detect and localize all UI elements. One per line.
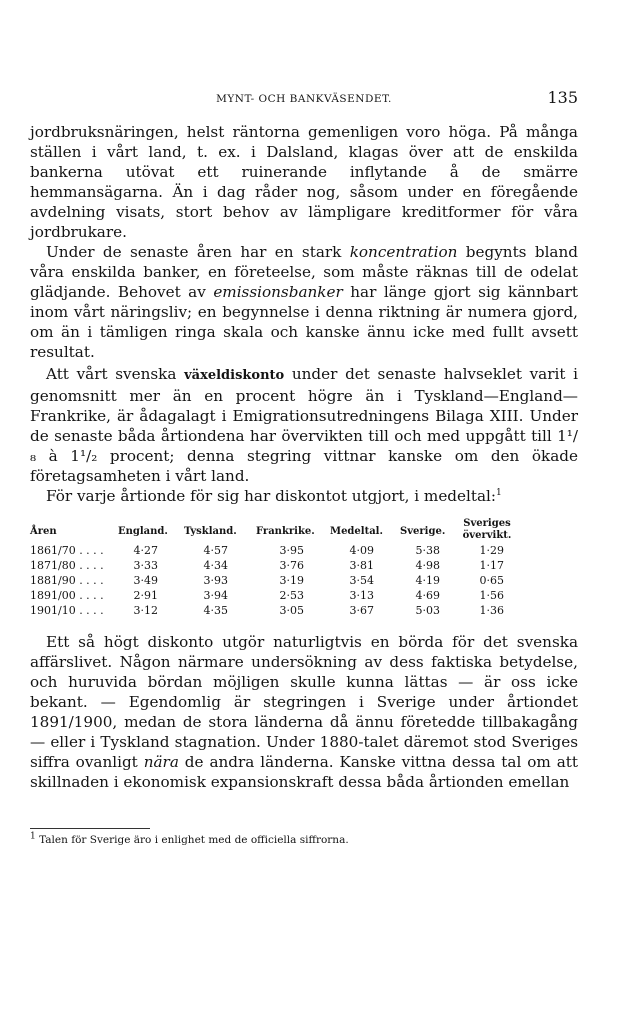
text-span: procent; denna stegring vittnar kanske om den ökade företagsamheten i vårt land. [30, 447, 579, 485]
paragraph-4 [30, 486, 578, 506]
cell-england: 4·27 [133, 544, 158, 557]
column-header-england: England. [118, 526, 168, 537]
cell-tyskland: 4·34 [203, 559, 228, 572]
text-span: de andra länderna. Kanske vittna dessa tal om att skillnaden i ekonomisk expansionskraft dessa båda årtionden emellan [30, 753, 578, 791]
column-header-medeltal: Medeltal. [330, 526, 383, 537]
cell-overvikt: 1·29 [479, 544, 504, 557]
paragraph-2 [30, 242, 578, 362]
cell-tyskland: 3·93 [203, 574, 228, 587]
paragraph-3 [30, 364, 578, 486]
cell-frankrike: 2·53 [279, 589, 304, 602]
discount-table [30, 518, 578, 619]
cell-medeltal: 3·13 [349, 589, 374, 602]
paragraph-1: jordbruksnäringen, helst räntorna gemenligen voro höga. På många ställen i vårt land, t. ex. i Dalsland, klagas över att de enskilda bankerna utövat ett ruinerande inflytande å de smärre hemmansägarna. Än i dag råder nog, såsom under en föregående avdelning visats, stort behov av lämpligare kreditformer för våra jordbrukare. [30, 123, 578, 241]
footnote-reference: 1 [496, 487, 502, 498]
cell-overvikt: 1·56 [479, 589, 504, 602]
text-span: Under de senaste åren har en stark [46, 243, 350, 261]
footnote-rule [30, 828, 150, 829]
table-row [30, 574, 578, 589]
cell-england: 3·33 [133, 559, 158, 572]
text-span: à 1 [36, 447, 80, 465]
cell-frankrike: 3·05 [279, 604, 304, 617]
text-span: begynts bland våra enskilda banker, en företeelse, som måste räknas till de odelat glädjande. Behovet av [30, 243, 578, 301]
cell-england: 3·49 [133, 574, 158, 587]
fraction-2: ¹/₂ [79, 447, 98, 465]
cell-tyskland: 4·35 [203, 604, 228, 617]
cell-medeltal: 4·09 [349, 544, 374, 557]
cell-overvikt: 1·36 [479, 604, 504, 617]
cell-year: 1891/00 . . . . [30, 589, 104, 602]
emphasis-vaxeldiskonto: växeldiskonto [184, 368, 285, 383]
text-span: under det senaste halvseklet varit i genomsnitt mer än en procent högre än i Tyskland—England—Frankrike, är ådagalagt i Emigrationsutredningens Bilaga XIII. Under de senaste båda årtiondena har övervikten till och med uppgått till 1 [30, 365, 578, 445]
emphasis-emissionsbanker: emissionsbanker [213, 283, 343, 301]
footnote-text: Talen för Sverige äro i enlighet med de officiella siffrorna. [39, 834, 349, 846]
cell-medeltal: 3·81 [349, 559, 374, 572]
column-header-sverige: Sverige. [400, 526, 446, 537]
footnote-marker: 1 [30, 831, 36, 842]
footnote [30, 831, 578, 846]
cell-sverige: 5·03 [415, 604, 440, 617]
table-row [30, 589, 578, 604]
cell-overvikt: 1·17 [479, 559, 504, 572]
header-title: MYNT- OCH BANKVÄSENDET. [216, 93, 392, 105]
table-header [30, 518, 578, 544]
cell-england: 2·91 [133, 589, 158, 602]
cell-sverige: 4·19 [415, 574, 440, 587]
cell-medeltal: 3·54 [349, 574, 374, 587]
cell-tyskland: 3·94 [203, 589, 228, 602]
cell-sverige: 4·98 [415, 559, 440, 572]
emphasis-koncentration: koncentration [349, 243, 458, 261]
cell-frankrike: 3·19 [279, 574, 304, 587]
cell-england: 3·12 [133, 604, 158, 617]
text-span: För varje årtionde för sig har diskontot utgjort, i medeltal: [46, 487, 497, 505]
column-header-overvikt-line2: övervikt. [462, 530, 512, 541]
table-body [30, 544, 578, 619]
cell-tyskland: 4·57 [203, 544, 228, 557]
cell-sverige: 4·69 [415, 589, 440, 602]
table-row [30, 544, 578, 559]
page-number: 135 [547, 88, 578, 107]
cell-year: 1861/70 . . . . [30, 544, 104, 557]
cell-medeltal: 3·67 [349, 604, 374, 617]
column-header-aren: Åren [30, 526, 57, 537]
cell-year: 1871/80 . . . . [30, 559, 104, 572]
cell-year: 1881/90 . . . . [30, 574, 104, 587]
text-span: Att vårt svenska [46, 365, 185, 383]
column-header-overvikt-line1: Sveriges [463, 518, 511, 529]
table-row [30, 604, 578, 619]
book-page [30, 0, 578, 1020]
cell-frankrike: 3·95 [279, 544, 304, 557]
cell-year: 1901/10 . . . . [30, 604, 104, 617]
text-span: Ett så högt diskonto utgör naturligtvis en börda för det svenska affärslivet. Någon närmare undersökning av dess faktiska betydelse, och huruvida bördan möjligen skulle kunna lättas — är oss icke bekant. — Egendomlig är stegringen i Sverige under årtiondet 1891/1900, medan de stora länderna då ännu företedde tillbakagång — eller i Tyskland stagnation. Under 1880-talet däremot stod Sveriges siffra ovanligt [30, 633, 578, 771]
cell-sverige: 5·38 [415, 544, 440, 557]
cell-overvikt: 0·65 [479, 574, 504, 587]
emphasis-nara: nära [143, 753, 179, 771]
paragraph-5 [30, 632, 578, 792]
text-span: har länge gjort sig kännbart inom vårt näringsliv; en begynnelse i denna riktning är numera gjord, om än i tämligen ringa skala och kanske ännu icke med fullt avsett resultat. [30, 283, 578, 361]
column-header-frankrike: Frankrike. [256, 526, 315, 537]
table-row [30, 559, 578, 574]
column-header-tyskland: Tyskland. [184, 526, 237, 537]
fraction-1: ¹/₈ [30, 427, 578, 465]
cell-frankrike: 3·76 [279, 559, 304, 572]
running-header [30, 88, 578, 110]
